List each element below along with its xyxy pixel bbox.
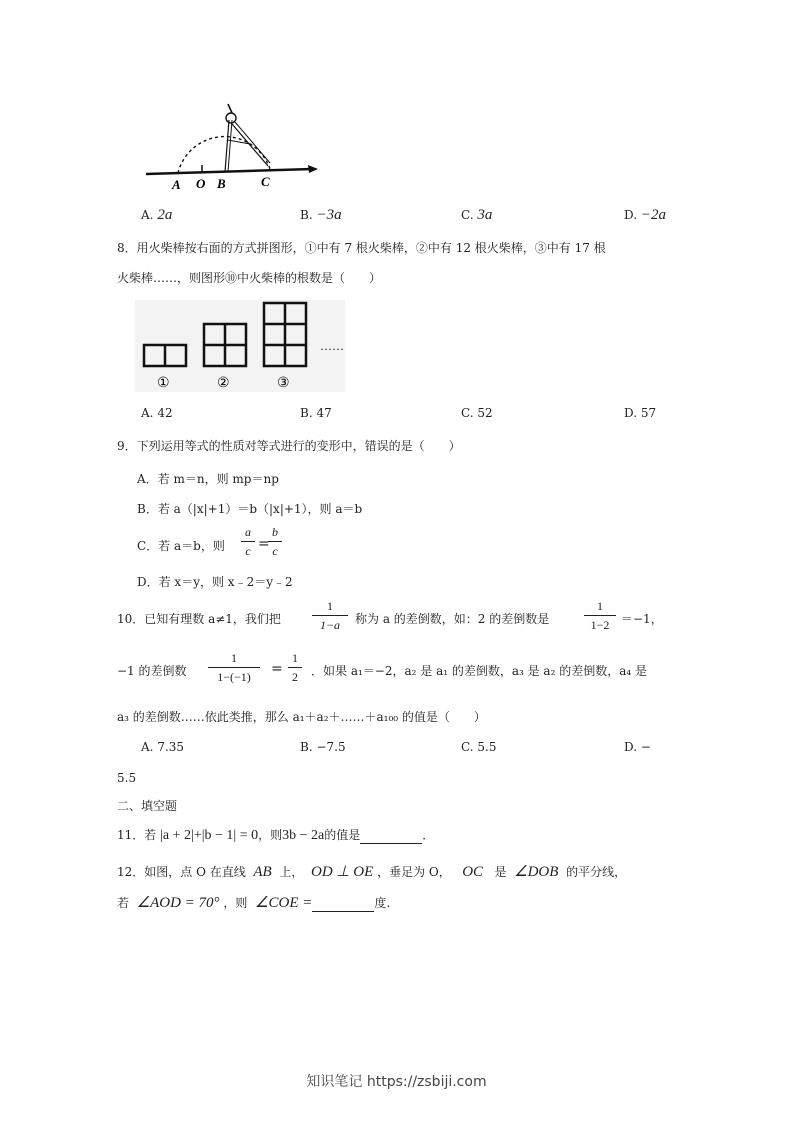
q11-answer-blank[interactable] — [360, 829, 422, 844]
q10-option-c: C. 5.5 — [461, 740, 497, 754]
q10-line2-b: ．如果 a₁＝−2，a₂ 是 a₁ 的差倒数，a₃ 是 a₂ 的差倒数，a₄ 是 — [311, 664, 647, 678]
arrow-head — [308, 165, 318, 173]
q9-option-c-prefix: C．若 a＝b，则 — [137, 539, 225, 553]
q10-line1-c: ＝−1， — [621, 612, 663, 626]
compass-hinge — [226, 113, 236, 123]
figure-1-label: ① — [157, 376, 170, 391]
q7-option-c: C. 3a — [461, 207, 493, 223]
q8-option-d: D. 57 — [624, 406, 657, 420]
q8-stem-line2: 火柴棒……，则图形⑩中火柴棒的根数是（ ） — [117, 271, 382, 285]
q7-number-line-figure — [140, 100, 330, 195]
arc — [178, 137, 270, 173]
q12-answer-blank[interactable] — [312, 897, 374, 912]
q10-line1-b: 称为 a 的差倒数，如：2 的差倒数是 — [355, 612, 550, 626]
q9-option-c-fraction-left: a c — [241, 524, 255, 559]
q8-matchstick-figure — [135, 300, 345, 392]
figure-3-label: ③ — [277, 376, 290, 391]
q10-option-a: A. 7.35 — [141, 740, 185, 754]
q12-line2: 若 ∠AOD = 70° ，则 ∠COE = 度. — [117, 895, 391, 911]
q9-option-c-fraction-right: b c — [268, 524, 282, 559]
q10-option-b: B. −7.5 — [300, 740, 346, 754]
footer-watermark: 知识笔记 https://zsbiji.com — [306, 1074, 487, 1090]
q7-option-d: D. −2a — [624, 207, 666, 223]
q12-line1: 12．如图，点 O 在直线 AB 上， OD ⊥ OE ，垂足为 O， OC 是 ∠DOB 的平分线， — [117, 864, 627, 880]
compass-leg-right — [232, 124, 268, 166]
number-line — [146, 169, 312, 174]
q9-option-c-equals: = — [258, 536, 270, 552]
q8-option-c: C. 52 — [461, 406, 493, 420]
label-b: B — [217, 176, 226, 191]
q10-line1-a: 10．已知有理数 a≠1，我们把 — [117, 612, 281, 626]
q7-option-b: B. −3a — [300, 207, 342, 223]
q9-stem: 9．下列运用等式的性质对等式进行的变形中，错误的是（ ） — [117, 439, 461, 453]
section-heading-fill-in: 二、填空题 — [117, 799, 178, 813]
figure-2-label: ② — [217, 376, 230, 391]
compass-handle — [228, 104, 232, 113]
q9-option-a: A．若 m＝n，则 mp＝np — [137, 472, 279, 486]
q8-option-b: B. 47 — [300, 406, 332, 420]
q10-line3: a₃ 的差倒数……依此类推，那么 a₁＋a₂＋……＋a₁₀₀ 的值是（ ） — [117, 710, 486, 724]
q11-target: 3b − 2a — [282, 828, 325, 843]
q9-option-b: B．若 a（|x|+1）＝b（|x|+1），则 a＝b — [137, 502, 363, 516]
q10-line2-a: −1 的差倒数 — [117, 664, 187, 678]
q10-line2-fraction2: 1 2 — [288, 650, 302, 685]
q7-option-a: A. 2a — [141, 207, 173, 223]
ellipsis: …… — [320, 339, 344, 353]
q10-line1-fraction: 1 1−a — [312, 598, 348, 633]
q10-line2-equals: = — [271, 661, 283, 677]
q8-option-a: A. 42 — [141, 406, 173, 420]
label-c: C — [261, 174, 270, 189]
q10-line1-fraction2: 1 1−2 — [584, 598, 616, 633]
q11-line: 11．若 |a + 2|+|b − 1| = 0，则3b − 2a的值是 ． — [117, 828, 435, 843]
q8-stem-line1: 8．用火柴棒按右面的方式拼图形，①中有 7 根火柴棒，②中有 12 根火柴棒，③中有 17 根 — [117, 241, 606, 255]
q11-expression: |a + 2|+|b − 1| = 0 — [160, 828, 259, 843]
q10-line2-fraction: 1 1−(−1) — [208, 650, 260, 685]
label-o: O — [196, 176, 206, 191]
q9-option-d: D．若 x＝y，则 x﹣2＝y﹣2 — [137, 575, 293, 589]
q10-option-d: D. − — [624, 740, 651, 754]
label-a: A — [172, 177, 181, 192]
q10-option-d-wrap: 5.5 — [117, 771, 137, 785]
